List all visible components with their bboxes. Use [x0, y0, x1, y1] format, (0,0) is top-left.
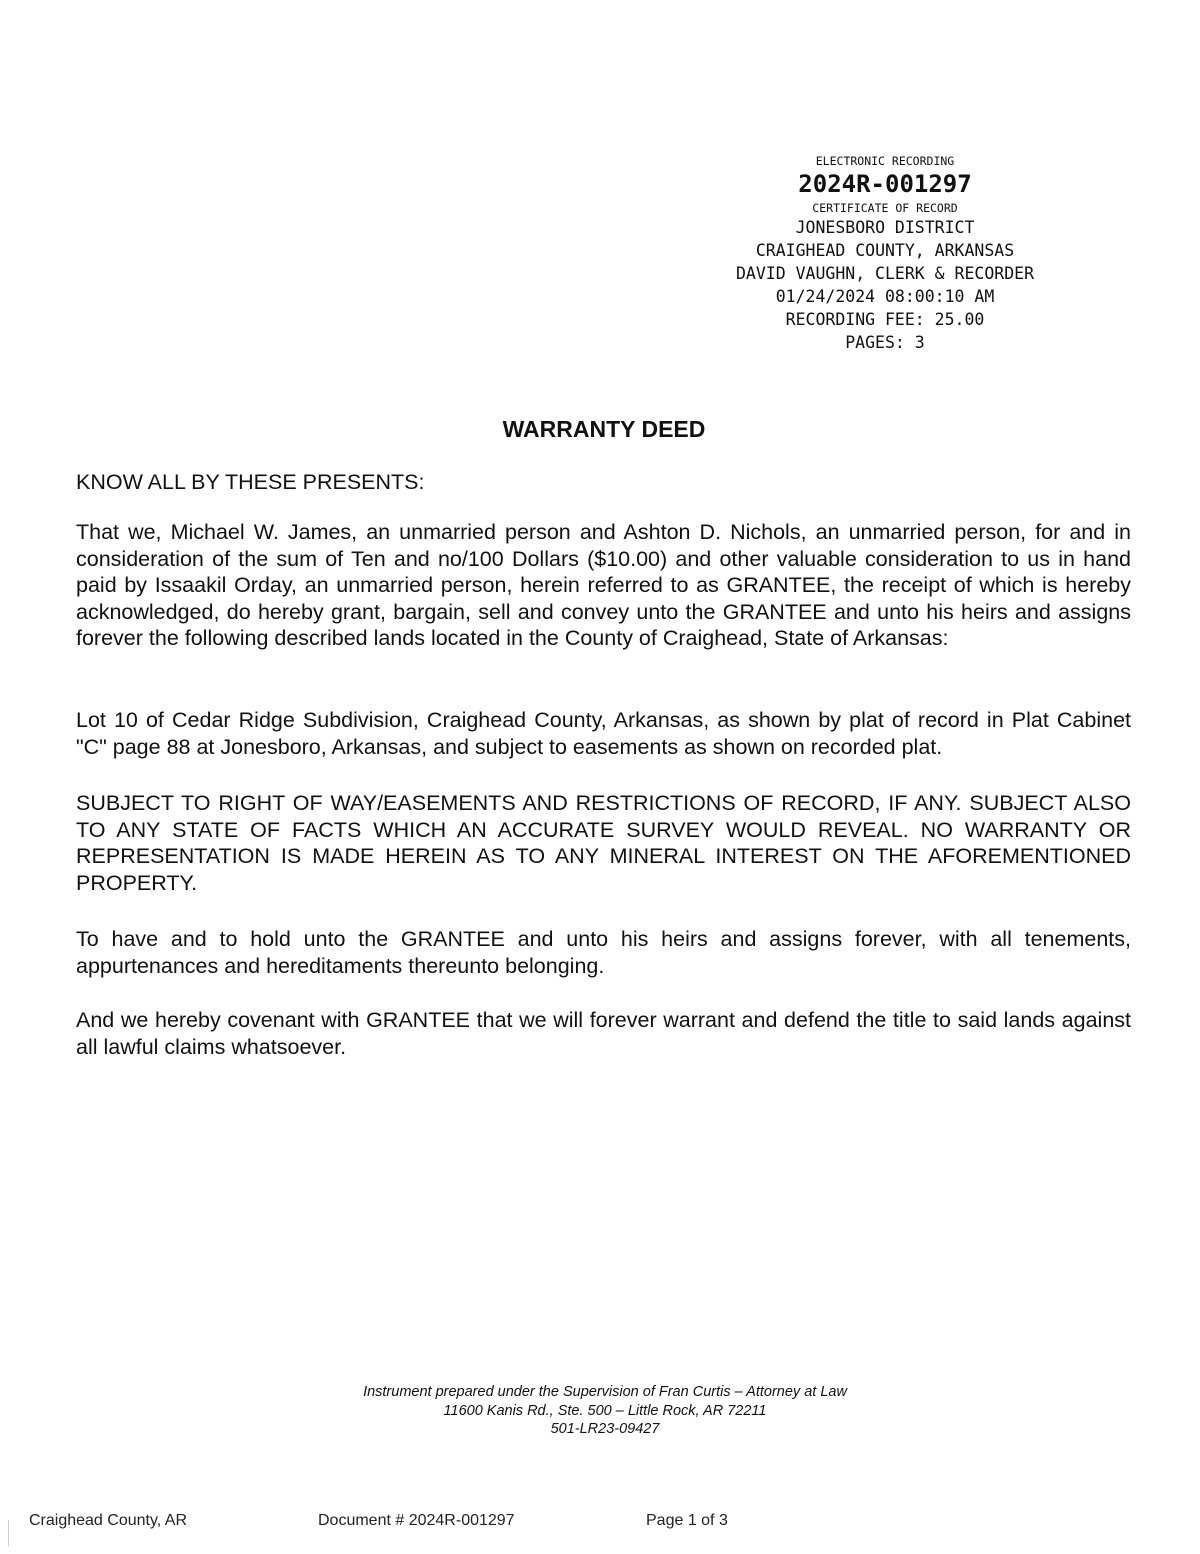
subject-to-paragraph: SUBJECT TO RIGHT OF WAY/EASEMENTS AND RESTRICTIONS OF RECORD, IF ANY. SUBJECT ALSO TO ANY STATE OF FACTS WHICH AN ACCURATE SURVEY WOULD REVEAL. NO WARRANTY OR REPRESENTATION IS MADE HEREIN AS TO ANY MINERAL INTEREST ON THE AFOREMENTIONED PROPERTY.: [76, 791, 1131, 895]
stamp-datetime: 01/24/2024 08:00:10 AM: [775, 287, 995, 306]
grant-clause-paragraph: That we, Michael W. James, an unmarried person and Ashton D. Nichols, an unmarried person, for and in consideration of the sum of Ten and no/100 Dollars ($10.00) and other valuable consideration to us in hand paid by Issaakil Orday, an unmarried person, herein referred to as GRANTEE, the receipt of which is hereby acknowledged, do hereby grant, bargain, sell and convey unto the GRANTEE and unto his heirs and assigns forever the following described lands located in the County of Craighead, State of Arkansas:: [76, 520, 1131, 650]
habendum-paragraph: To have and to hold unto the GRANTEE and unto his heirs and assigns forever, with all tenements, appurtenances and hereditaments thereunto belonging.: [76, 927, 1131, 978]
legal-description-paragraph: Lot 10 of Cedar Ridge Subdivision, Craighead County, Arkansas, as shown by plat of record in Plat Cabinet "C" page 88 at Jonesboro, Arkansas, and subject to easements as shown on recorded plat.: [76, 708, 1131, 759]
stamp-heading: ELECTRONIC RECORDING: [815, 154, 955, 168]
stamp-county: CRAIGHEAD COUNTY, ARKANSAS: [755, 241, 1015, 260]
footer-page-number: Page 1 of 3: [646, 1512, 728, 1529]
covenant-paragraph: And we hereby covenant with GRANTEE that we will forever warrant and defend the title to said lands against all lawful claims whatsoever.: [76, 1008, 1131, 1059]
stamp-clerk: DAVID VAUGHN, CLERK & RECORDER: [735, 264, 1034, 283]
stamp-certificate: CERTIFICATE OF RECORD: [812, 201, 958, 215]
footer-county: Craighead County, AR: [29, 1512, 188, 1529]
document-title: WARRANTY DEED: [502, 416, 706, 442]
preparer-line-2: 11600 Kanis Rd., Ste. 500 – Little Rock, AR 72211: [443, 1402, 767, 1419]
intro-paragraph: KNOW ALL BY THESE PRESENTS:: [76, 470, 425, 494]
recording-stamp: [700, 153, 1070, 354]
stamp-pages: PAGES: 3: [845, 333, 925, 352]
stamp-fee: RECORDING FEE: 25.00: [785, 310, 985, 329]
preparer-note: [0, 1383, 1200, 1439]
stamp-district: JONESBORO DISTRICT: [795, 218, 975, 237]
preparer-line-3: 501-LR23-09427: [550, 1421, 660, 1437]
footer-document-number: Document # 2024R-001297: [318, 1512, 515, 1529]
scan-edge-mark: [8, 1520, 9, 1546]
preparer-line-1: Instrument prepared under the Supervision of Fran Curtis – Attorney at Law: [363, 1384, 847, 1400]
stamp-record-number: 2024R-001297: [798, 170, 972, 198]
